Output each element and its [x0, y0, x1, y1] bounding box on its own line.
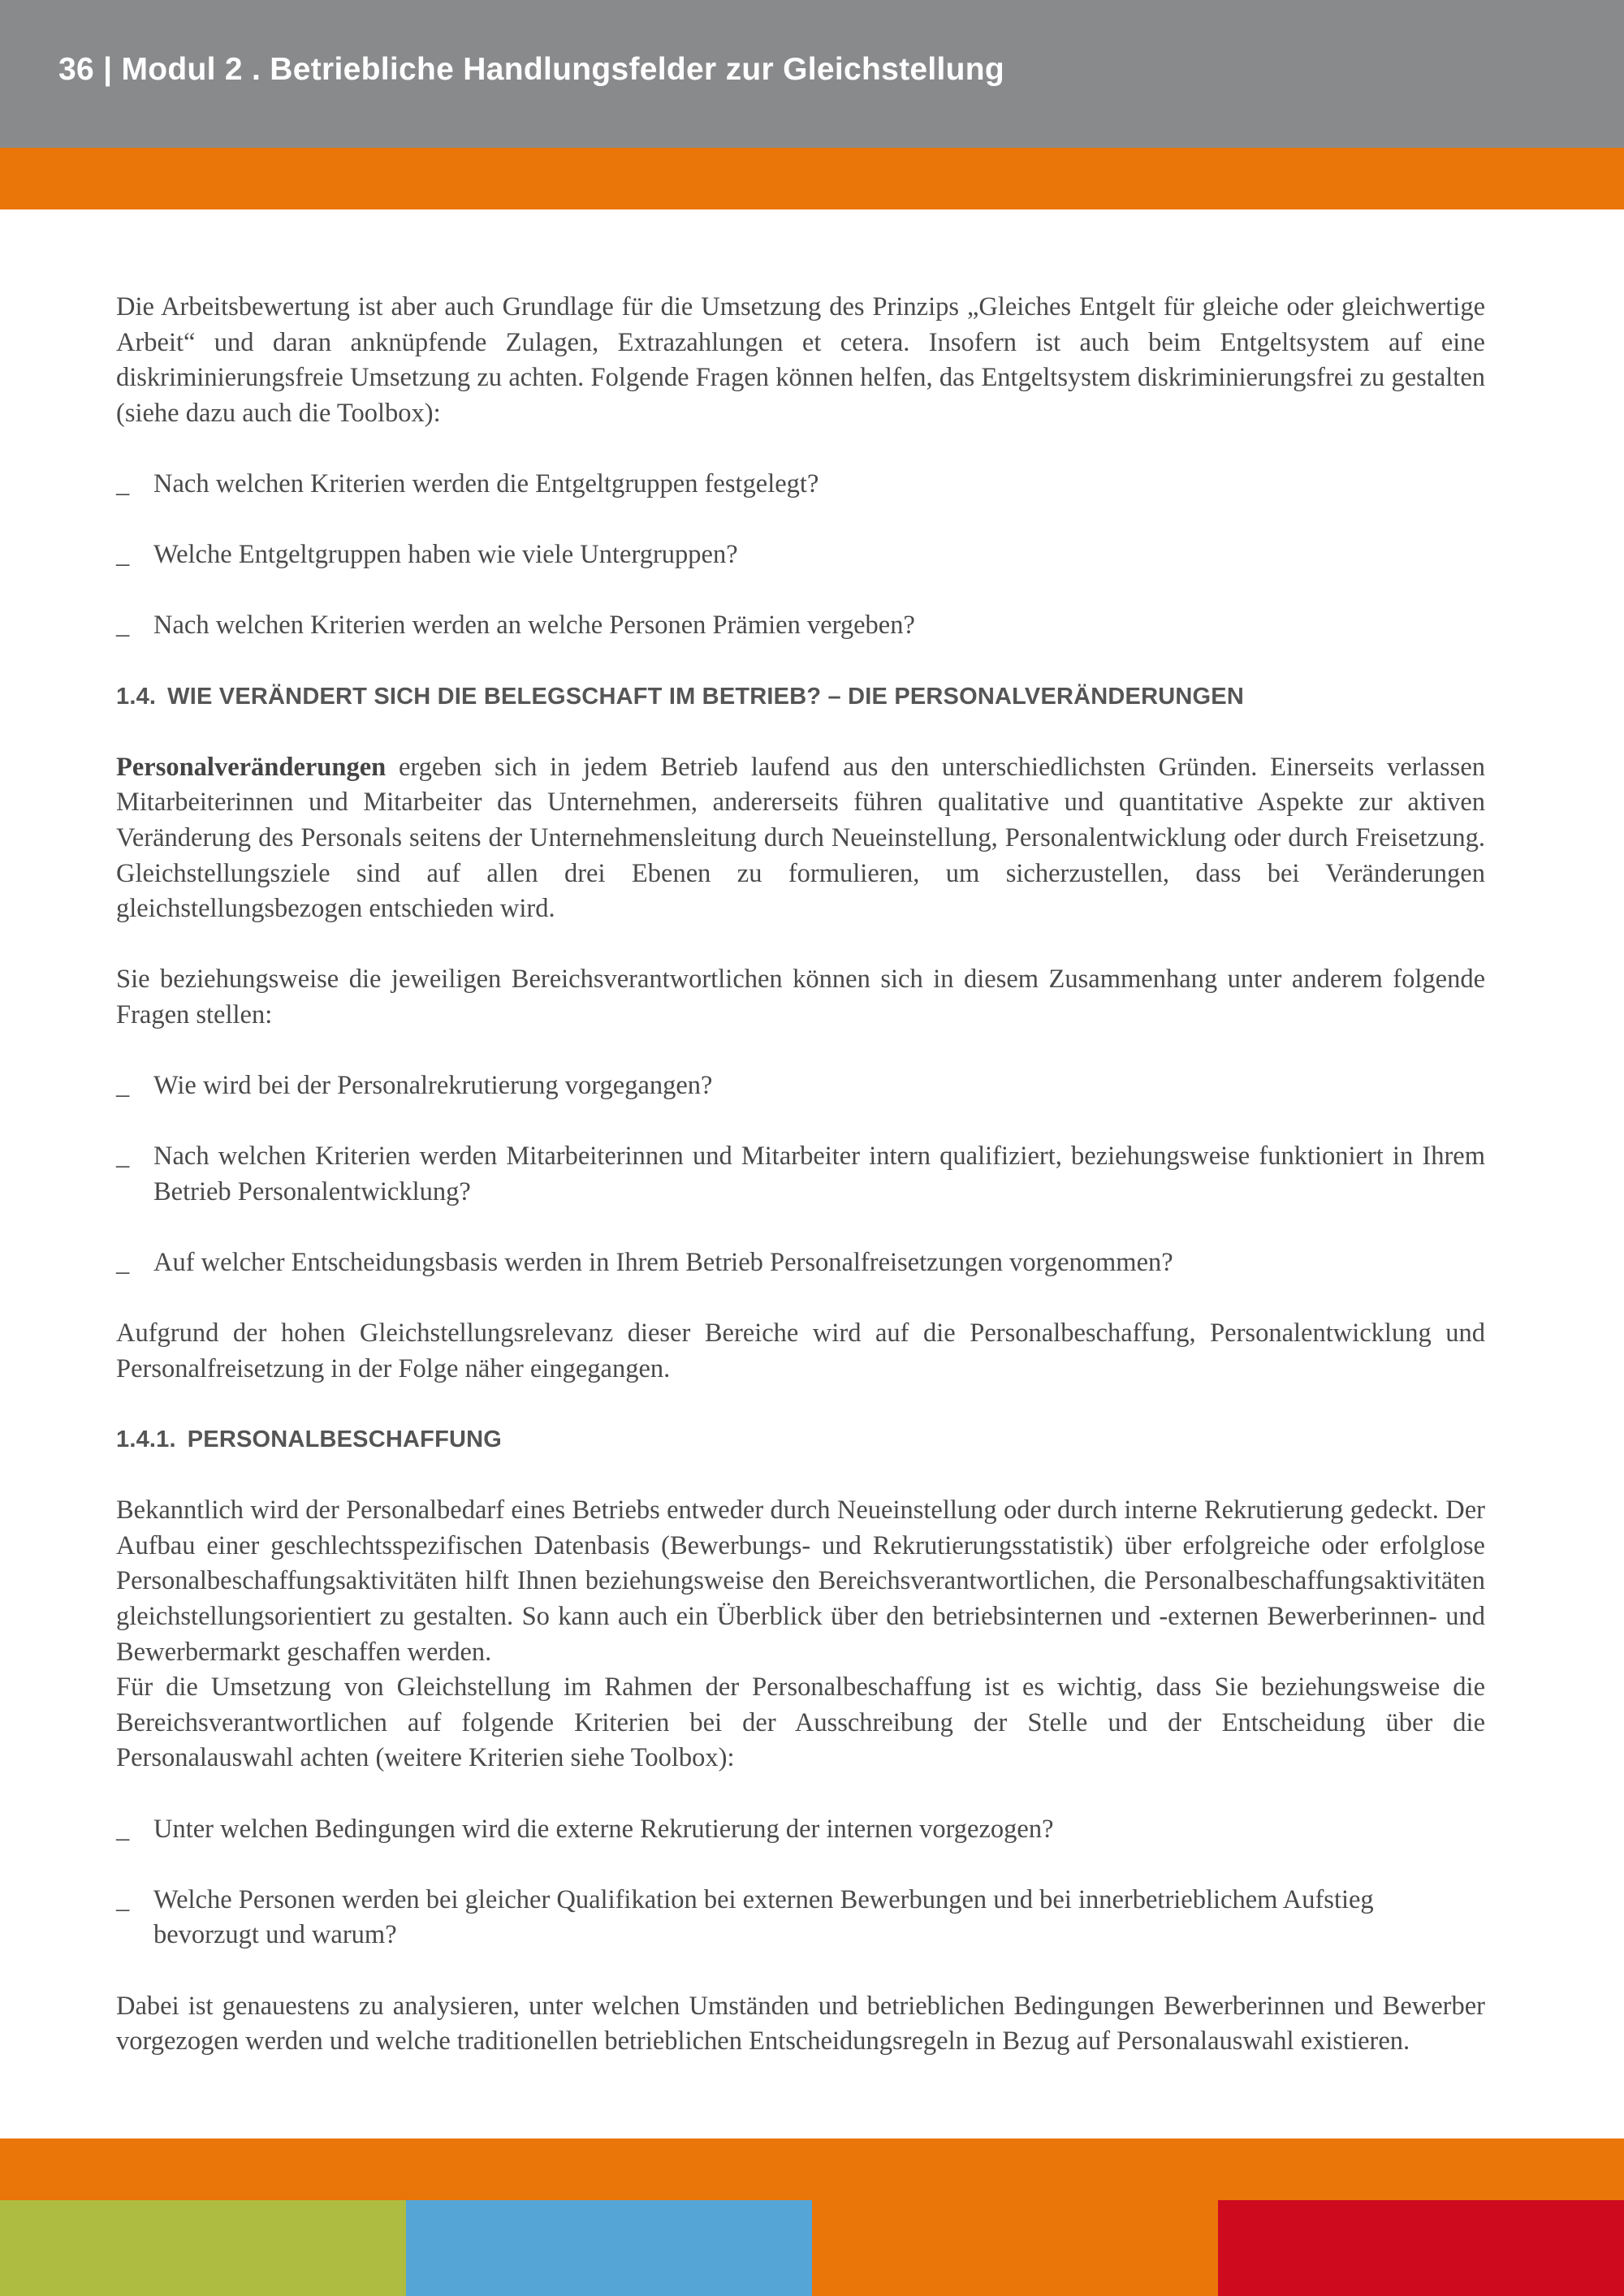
section-title: PERSONALBESCHAFFUNG — [187, 1426, 503, 1452]
paragraph-fragen: Sie beziehungsweise die jeweiligen Bereichsverantwortlichen können sich in diesem Zusammenhang unter anderem folgende Fragen stellen: — [116, 965, 1485, 1029]
bold-term: Personalveränderungen — [116, 752, 387, 782]
list-item-text: Wie wird bei der Personalrekrutierung vorgegangen? — [153, 1071, 713, 1101]
paragraph-personalveraenderungen — [116, 750, 1485, 927]
list-item-text: Unter welchen Bedingungen wird die externe Rekrutierung der internen vorgezogen? — [153, 1814, 1054, 1844]
paragraph-personalbedarf: Bekanntlich wird der Personalbedarf eines Betriebs entweder durch Neueinstellung oder durch interne Rekrutierung gedeckt. Der Aufbau einer geschlechtsspezifischen Datenbasis (Bewerbungs- und Rekrutierungsstatistik) über erfolgreiche oder erfolglose Personalbeschaffungsaktivitäten hilft Ihnen beziehungsweise den Bereichsverantwortlichen, die Personalbeschaffungsaktivitäten gleichstellungsorientiert zu gestalten. So kann auch ein Überblick über den betriebsinternen und -externen Bewerberinnen- und Bewerbermarkt geschaffen werden. — [116, 1495, 1485, 1667]
footer-bar-orange — [812, 2200, 1218, 2296]
list-item-text: Nach welchen Kriterien werden die Entgeltgruppen festgelegt? — [153, 468, 819, 498]
list-item — [116, 1139, 1485, 1210]
bullet-dash: _ — [116, 611, 130, 641]
list-item — [116, 1245, 1485, 1281]
list-item — [116, 467, 1485, 503]
section-title: WIE VERÄNDERT SICH DIE BELEGSCHAFT IM BETRIEB? – DIE PERSONALVERÄNDERUNGEN — [167, 683, 1244, 710]
bullet-dash: _ — [116, 1248, 130, 1278]
page-body — [116, 290, 1485, 2060]
paragraph-relevanz: Aufgrund der hohen Gleichstellungsrelevanz dieser Bereiche wird auf die Personalbeschaffung, Personalentwicklung und Personalfreisetzung in der Folge näher eingegangen. — [116, 1318, 1485, 1383]
paragraph-analyse: Dabei ist genauestens zu analysieren, unter welchen Umständen und betrieblichen Bedingungen Bewerberinnen und Bewerber vorgezogen werden und welche traditionellen betrieblichen Entscheidungsregeln in Bezug auf Personalauswahl existieren. — [116, 1991, 1485, 2056]
section-heading-1-4 — [116, 680, 1485, 715]
header-bar — [0, 0, 1624, 148]
footer-bar-green — [0, 2200, 406, 2296]
list-item — [116, 1812, 1485, 1848]
paragraph-entgelt: Die Arbeitsbewertung ist aber auch Grundlage für die Umsetzung des Prinzips „Gleiches Entgelt für gleiche oder gleichwertige Arbeit“ und daran anknüpfende Zulagen, Extrazahlungen et cetera. Insofern ist auch beim Entgeltsystem auf eine diskriminierungsfreie Umsetzung zu achten. Folgende Fragen können helfen, das Entgeltsystem diskriminierungsfrei zu gestalten (siehe dazu auch die Toolbox): — [116, 292, 1485, 428]
list-item-text: Welche Personen werden bei gleicher Qualifikation bei externen Bewerbungen und bei innerbetrieblichem Aufstieg bevorzugt und warum? — [153, 1884, 1374, 1950]
header-accent-stripe — [0, 148, 1624, 209]
footer-bar-red — [1218, 2200, 1624, 2296]
section-number: 1.4. — [116, 683, 157, 710]
list-item — [116, 608, 1485, 644]
list-item-text: Auf welcher Entscheidungsbasis werden in Ihrem Betrieb Personalfreisetzungen vorgenommen? — [153, 1248, 1173, 1278]
section-heading-1-4-1 — [116, 1422, 1485, 1458]
list-item-text: Welche Entgeltgruppen haben wie viele Untergruppen? — [153, 540, 738, 570]
paragraph-umsetzung: Für die Umsetzung von Gleichstellung im Rahmen der Personalbeschaffung ist es wichtig, dass Sie beziehungsweise die Bereichsverantwortlichen auf folgende Kriterien bei der Ausschreibung der Stelle und der Entscheidung über die Personalauswahl achten (weitere Kriterien siehe Toolbox): — [116, 1672, 1485, 1773]
bullet-dash: _ — [116, 1142, 130, 1172]
bullet-dash: _ — [116, 540, 130, 570]
section-number: 1.4.1. — [116, 1426, 176, 1452]
list-item-text: Nach welchen Kriterien werden Mitarbeiterinnen und Mitarbeiter intern qualifiziert, beziehungsweise funktioniert in Ihrem Betrieb Personalentwicklung? — [153, 1142, 1485, 1206]
footer-bar-blue — [406, 2200, 812, 2296]
bullet-dash: _ — [116, 1884, 130, 1914]
paragraph-text: ergeben sich in jedem Betrieb laufend aus den unterschiedlichsten Gründen. Einerseits verlassen Mitarbeiterinnen und Mitarbeiter das Unternehmen, andererseits führen qualitative und quantitative Aspekte zur aktiven Veränderung des Personals seitens der Unternehmensleitung durch Neueinstellung, Personalentwicklung oder durch Freisetzung. Gleichstellungsziele sind auf allen drei Ebenen zu formulieren, um sicherzustellen, dass bei Veränderungen gleichstellungsbezogen entschieden wird. — [116, 752, 1485, 924]
list-item — [116, 1068, 1485, 1104]
bullet-dash: _ — [116, 1814, 130, 1844]
list-item — [116, 1883, 1485, 1953]
footer-color-bars — [0, 2200, 1624, 2296]
bullet-dash: _ — [116, 468, 130, 498]
list-item — [116, 537, 1485, 573]
footer-accent-stripe — [0, 2138, 1624, 2200]
page-header-title: 36 | Modul 2 . Betriebliche Handlungsfelder zur Gleichstellung — [58, 52, 1005, 87]
bullet-dash: _ — [116, 1071, 130, 1101]
list-item-text: Nach welchen Kriterien werden an welche Personen Prämien vergeben? — [153, 611, 915, 641]
